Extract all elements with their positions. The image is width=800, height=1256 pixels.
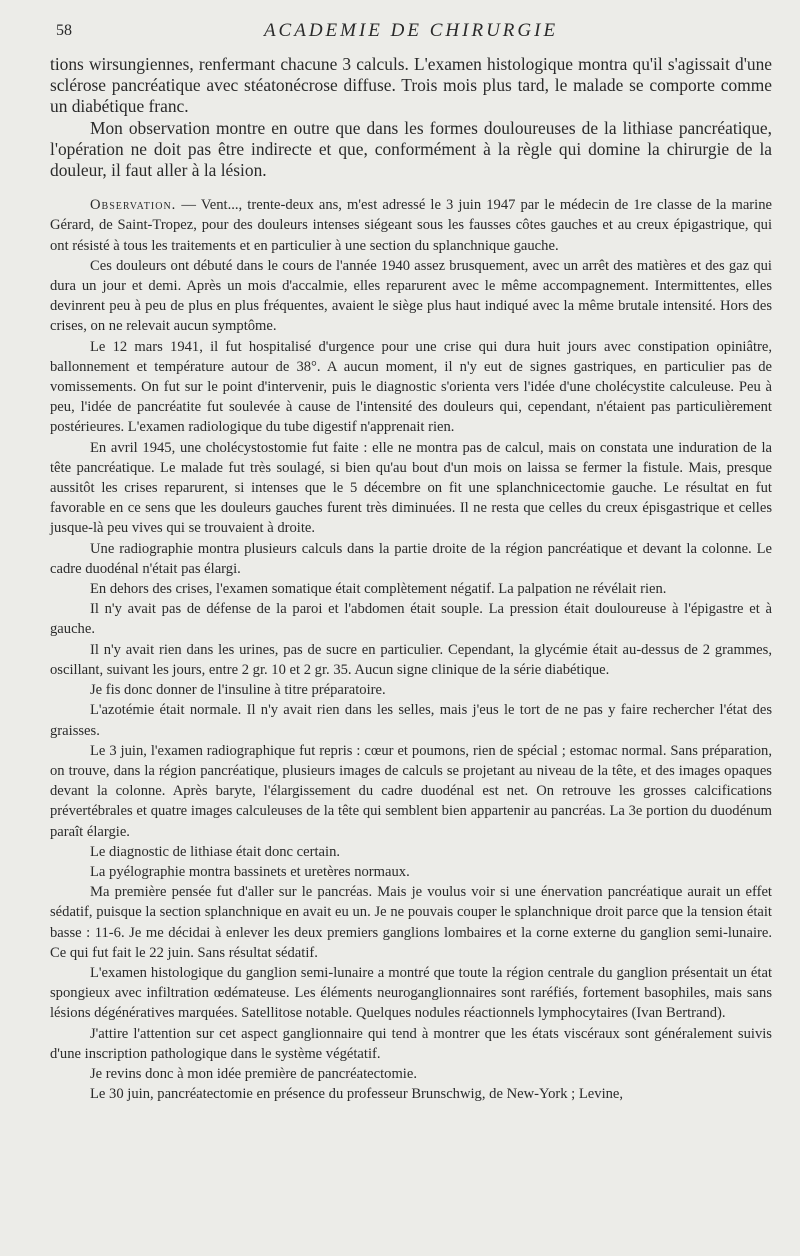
observation-paragraph: En avril 1945, une cholécystostomie fut faite : elle ne montra pas de calcul, mais on constata une induration de la tête pancréatique. Le malade fut très soulagé, si bien qu'au bout d'un mois on laissa se fermer la fistule. Mais, presque aussitôt les crises reparurent, si intenses que le 5 décembre on fit une splanchnicectomie gauche. Le résultat en fut favorable en ce sens que les douleurs gauches furent très diminuées. Il ne resta que celles du creux épisgastrique et celles jusque-là peu vives qui se trouvaient à droite.: [50, 439, 772, 537]
observation-paragraph: Le 3 juin, l'examen radiographique fut repris : cœur et poumons, rien de spécial ; estomac normal. Sans préparation, on trouve, dans la région pancréatique, plusieurs images de calculs se projetant au niveau de la tête, et des images opaques devant la colonne. Après baryte, l'élargissement du cadre duodénal est net. On retrouve les grosses calcifications prévertébrales et quatre images calculeuses de la tête qui semblent bien appartenir au pancréas. La 3e portion du duodénum paraît élargie.: [50, 742, 772, 840]
observation-paragraph: Le 30 juin, pancréatectomie en présence du professeur Brunschwig, de New-York ; Levine,: [90, 1086, 624, 1103]
observation-paragraph: Je fis donc donner de l'insuline à titre préparatoire.: [90, 682, 386, 699]
observation-paragraph: Le 12 mars 1941, il fut hospitalisé d'urgence pour une crise qui dura huit jours avec constipation opiniâtre, ballonnement et température autour de 38°. A aucun moment, il n'y eut de signes gastriques, en particulier pas de vomissements. On fut sur le point d'intervenir, puis le diagnostic s'orienta vers l'idée d'une cholécystite calculeuse. Peu à peu, l'idée de pancréatite fut soulevée à cause de l'intensité des douleurs qui, cependant, n'étaient pas particulièrement postérieures. L'examen radiologique du tube digestif n'apprenait rien.: [50, 338, 772, 436]
observation-paragraph: Ma première pensée fut d'aller sur le pancréas. Mais je voulus voir si une énervation pancréatique aurait un effet sédatif, puisque la section splanchnique en avait eu un. Je ne pouvais couper le splanchnique droit parce que la tension était basse : 11-6. Je me décidai à enlever les deux premiers ganglions lombaires et la corne externe du ganglion semi-lunaire. Ce qui fut fait le 22 juin. Sans résultat sédatif.: [50, 884, 772, 961]
lead-paragraph: Mon observation montre en outre que dans les formes douloureuses de la lithiase pancréatique, l'opération ne doit pas être indirecte et que, conformément à la règle qui domine la chirurgie de la douleur, il faut aller à la lésion.: [50, 117, 772, 181]
lead-section: [50, 54, 772, 181]
observation-paragraph: L'azotémie était normale. Il n'y avait rien dans les selles, mais j'eus le tort de ne pas y faire rechercher l'état des graisses.: [50, 702, 772, 739]
observation-heading: Observation.: [90, 197, 177, 214]
observation-paragraph: L'examen histologique du ganglion semi-lunaire a montré que toute la région centrale du ganglion présentait un état spongieux avec infiltration œdémateuse. Les éléments neuroganglionnaires sont raréfiés, fortement basophiles, mais sans lésions dégénératives marquées. Satellitose notable. Quelques nodules réactionnels lymphocytaires (Ivan Bertrand).: [50, 964, 772, 1022]
observation-intro: — Vent..., trente-deux ans, m'est adressé le 3 juin 1947 par le médecin de 1re classe de la marine Gérard, de Saint-Tropez, pour des douleurs intenses siégeant sous les fausses côtes gauches et au creux épigastrique, qui ont résisté à tous les traitements et en particulier à une section du splanchnique gauche.: [50, 197, 772, 254]
observation-paragraph: Il n'y avait pas de défense de la paroi et l'abdomen était souple. La pression était douloureuse à l'épigastre et à gauche.: [50, 601, 772, 638]
page-number: 58: [56, 22, 72, 39]
body-text: [50, 54, 772, 1104]
observation-paragraph: [50, 195, 772, 256]
observation-paragraph: La pyélographie montra bassinets et uretères normaux.: [90, 863, 410, 880]
page-header: [50, 18, 772, 44]
observation-paragraph: En dehors des crises, l'examen somatique était complètement négatif. La palpation ne révélait rien.: [90, 581, 667, 598]
observation-section: [50, 195, 772, 1104]
observation-paragraph: Je revins donc à mon idée première de pancréatectomie.: [90, 1065, 417, 1082]
observation-paragraph: Une radiographie montra plusieurs calculs dans la partie droite de la région pancréatique et devant la colonne. Le cadre duodénal n'était pas élargi.: [50, 540, 772, 577]
lead-paragraph: tions wirsungiennes, renfermant chacune 3 calculs. L'examen histologique montra qu'il s'agissait d'une sclérose pancréatique avec stéatonécrose diffuse. Trois mois plus tard, le malade se comporte comme un diabétique franc.: [50, 54, 772, 117]
observation-paragraph: Il n'y avait rien dans les urines, pas de sucre en particulier. Cependant, la glycémie était au-dessus de 2 grammes, oscillant, suivant les jours, entre 2 gr. 10 et 2 gr. 35. Aucun signe clinique de la série diabétique.: [50, 641, 772, 678]
observation-paragraph: J'attire l'attention sur cet aspect ganglionnaire qui tend à montrer que les états viscéraux sont généralement suivis d'une inscription pathologique dans le système végétatif.: [50, 1025, 772, 1062]
observation-paragraph: Ces douleurs ont débuté dans le cours de l'année 1940 assez brusquement, avec un arrêt des matières et des gaz qui dura un jour et demi. Après un mois d'accalmie, elles reparurent avec le même accompagnement. Intermittentes, elles devinrent peu à peu de plus en plus fréquentes, avaient le siège plus haut indiqué avec la même brutale intensité. Hors des crises, on ne relevait aucun symptôme.: [50, 257, 772, 335]
observation-paragraph: Le diagnostic de lithiase était donc certain.: [90, 843, 341, 860]
running-title: ACADEMIE DE CHIRURGIE: [263, 20, 559, 41]
